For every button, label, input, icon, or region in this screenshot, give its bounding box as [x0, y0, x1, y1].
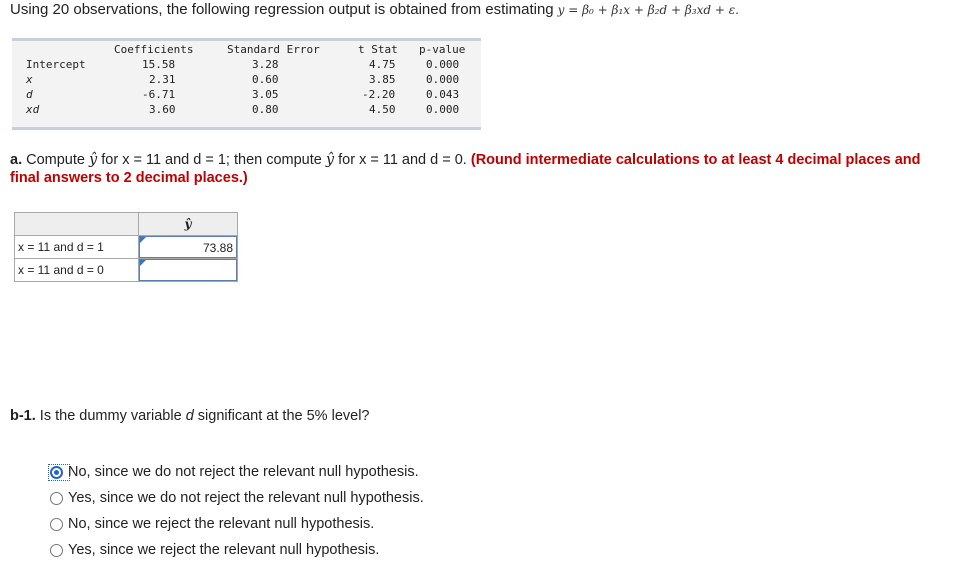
answer-table-corner [15, 213, 139, 236]
header-t-stat: t Stat [358, 43, 398, 56]
header-p-value: p-value [419, 43, 466, 56]
option-2-label[interactable]: Yes, since we do not reject the relevant null hypothesis. [68, 490, 424, 506]
p-xd: 0.000 [426, 103, 460, 116]
part-b1-text-end: significant at the 5% level? [193, 408, 370, 424]
answer-input-d1[interactable] [139, 236, 238, 259]
answer-input-d1-value[interactable]: 73.88 [139, 236, 237, 258]
option-4-label[interactable]: Yes, since we reject the relevant null hypothesis. [68, 542, 380, 558]
radio-wrap-1[interactable] [50, 466, 68, 479]
se-d: 3.05 [252, 88, 279, 101]
part-a-text3: for [334, 152, 360, 168]
input-marker-icon [140, 237, 146, 243]
row-label-xd: xd [26, 103, 40, 116]
row-label-x: x [26, 73, 33, 86]
answer-options [50, 459, 424, 563]
option-3[interactable] [50, 511, 424, 537]
p-x: 0.000 [426, 73, 460, 86]
coef-xd: 3.60 [149, 103, 176, 116]
part-a-prefix: a. [10, 152, 23, 168]
coef-intercept: 15.58 [142, 58, 176, 71]
part-a-cond1: x = 11 and d = 1; then compute [122, 152, 326, 168]
se-x: 0.60 [252, 73, 279, 86]
part-a-cond2: x = 11 and d = 0. [359, 152, 471, 168]
part-b1-var: d [185, 408, 194, 424]
p-intercept: 0.000 [426, 58, 460, 71]
model-equation: y = β₀ + β₁x + β₂d + β₃xd + ε. [557, 3, 739, 17]
intro-text [10, 1, 739, 18]
part-a-text1: Compute [22, 152, 89, 168]
header-coefficients: Coefficients [114, 43, 194, 56]
option-1-label[interactable]: No, since we do not reject the relevant null hypothesis. [68, 464, 419, 480]
row-label-d: d [26, 88, 33, 101]
part-a-question [10, 151, 950, 187]
part-a-yhat-1: ŷ [89, 152, 98, 168]
radio-button-selected[interactable] [50, 466, 63, 479]
answer-row-label: x = 11 and d = 0 [15, 259, 139, 282]
part-b1-question [10, 408, 369, 424]
answer-input-d0[interactable] [139, 259, 238, 282]
input-marker-icon [140, 260, 146, 266]
coef-d: -6.71 [142, 88, 176, 101]
answer-input-d0-value[interactable] [139, 259, 237, 281]
regression-output-table [12, 38, 481, 130]
p-d: 0.043 [426, 88, 460, 101]
option-2[interactable] [50, 485, 424, 511]
option-1[interactable] [50, 459, 424, 485]
radio-button[interactable] [50, 492, 63, 505]
option-3-label[interactable]: No, since we reject the relevant null hypothesis. [68, 516, 375, 532]
radio-button[interactable] [50, 518, 63, 531]
radio-button[interactable] [50, 544, 63, 557]
rounding-instruction: (Round intermediate calculations to at least 4 decimal places and final answers to 2 decimal places.) [10, 152, 921, 186]
t-intercept: 4.75 [369, 58, 396, 71]
answer-table [14, 212, 238, 282]
t-xd: 4.50 [369, 103, 396, 116]
part-b1-prefix: b-1. [10, 408, 36, 424]
part-a-yhat-2: ŷ [325, 152, 335, 168]
header-standard-error: Standard Error [227, 43, 320, 56]
intro-sentence: Using 20 observations, the following regression output is obtained from estimating [10, 1, 554, 18]
row-label-intercept: Intercept [26, 58, 86, 71]
part-b1-text: Is the dummy variable [35, 408, 186, 424]
se-xd: 0.80 [252, 103, 279, 116]
part-a-text2: for [97, 152, 123, 168]
se-intercept: 3.28 [252, 58, 279, 71]
t-d: -2.20 [362, 88, 396, 101]
option-4[interactable] [50, 537, 424, 563]
answer-row-label: x = 11 and d = 1 [15, 236, 139, 259]
answer-table-header-yhat: ŷ [139, 213, 238, 236]
coef-x: 2.31 [149, 73, 176, 86]
t-x: 3.85 [369, 73, 396, 86]
